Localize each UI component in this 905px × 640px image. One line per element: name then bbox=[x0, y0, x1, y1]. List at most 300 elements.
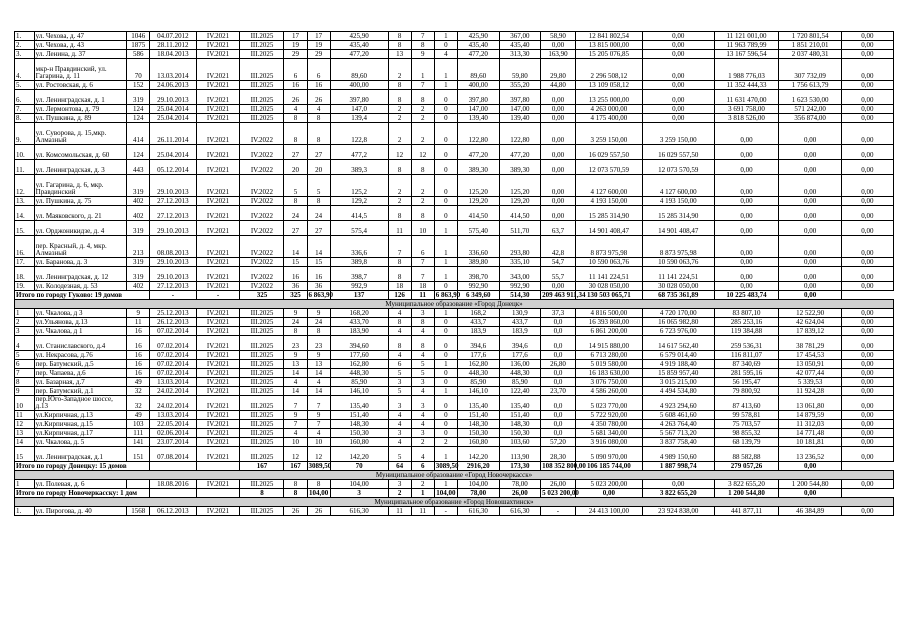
data-cell: 0,00 bbox=[841, 351, 893, 360]
data-cell: 4 350 780,00 bbox=[575, 420, 642, 429]
data-cell: IV.2021 bbox=[196, 309, 240, 318]
data-cell: 27 bbox=[307, 145, 330, 160]
data-cell: 5 722 920,00 bbox=[575, 411, 642, 420]
data-cell: 24.02.2014 bbox=[150, 387, 196, 396]
data-cell: 319 bbox=[127, 90, 150, 105]
table-row bbox=[15, 507, 894, 516]
row-number: 1. bbox=[15, 507, 35, 516]
address-cell: ул. Чкалова, д 1 bbox=[34, 327, 127, 336]
data-cell: 0,00 bbox=[841, 429, 893, 438]
data-cell: 4 586 260,00 bbox=[575, 387, 642, 396]
table-row bbox=[15, 197, 894, 206]
data-cell: 3 916 080,00 bbox=[575, 438, 642, 447]
data-cell: 398,7 bbox=[330, 267, 388, 282]
data-cell: 8 873 975,98 bbox=[642, 236, 714, 258]
address-cell: ул. Ленина, д. 37 bbox=[34, 50, 127, 59]
table-row bbox=[15, 447, 894, 462]
data-cell: 435,40 bbox=[499, 41, 541, 50]
data-cell: 18.04.2013 bbox=[150, 50, 196, 59]
data-cell: 4 bbox=[411, 327, 434, 336]
address-cell: пер. Батумский, д.5 bbox=[34, 360, 127, 369]
data-cell: 4 193 150,00 bbox=[642, 197, 714, 206]
municipality-title: Муниципальное образование «Город Новочеркасск» bbox=[15, 471, 894, 480]
data-cell: 79 800,92 bbox=[714, 387, 779, 396]
total-cell: - bbox=[196, 291, 240, 300]
total-cell: 1 bbox=[411, 489, 434, 498]
data-cell: IV.2021 bbox=[196, 197, 240, 206]
data-cell: 319 bbox=[127, 258, 150, 267]
address-cell: ул. Базарная, д.7 bbox=[34, 378, 127, 387]
data-cell: 148,30 bbox=[499, 420, 541, 429]
total-cell: 1 887 998,74 bbox=[642, 462, 714, 471]
data-cell: III.2025 bbox=[240, 50, 284, 59]
data-cell: 1 bbox=[411, 59, 434, 81]
total-cell: 0,00 bbox=[575, 489, 642, 498]
data-cell: IV.2021 bbox=[196, 387, 240, 396]
data-cell: 4 816 500,00 bbox=[575, 309, 642, 318]
data-cell: 6 bbox=[411, 236, 434, 258]
data-cell: 0 bbox=[434, 411, 457, 420]
data-cell: III.2025 bbox=[240, 429, 284, 438]
data-cell: 616,30 bbox=[499, 507, 541, 516]
data-cell: 148,30 bbox=[330, 420, 388, 429]
data-cell: 0,00 bbox=[642, 114, 714, 123]
total-cell bbox=[196, 489, 240, 498]
table-row bbox=[15, 160, 894, 175]
data-cell: 2 bbox=[388, 197, 411, 206]
address-cell: ул. Станиславского, д.4 bbox=[34, 336, 127, 351]
data-cell: 8 bbox=[284, 480, 307, 489]
data-cell: 1 756 613,79 bbox=[779, 81, 841, 90]
data-cell: 0,00 bbox=[841, 114, 893, 123]
data-cell: 08.08.2013 bbox=[150, 236, 196, 258]
data-cell: IV.2022 bbox=[240, 221, 284, 236]
data-cell: 0 bbox=[434, 90, 457, 105]
data-cell: 3 bbox=[388, 429, 411, 438]
data-cell: 0 bbox=[434, 327, 457, 336]
data-cell: 68 139,79 bbox=[714, 438, 779, 447]
data-cell: 12 073 570,59 bbox=[575, 160, 642, 175]
data-cell: 1 bbox=[434, 447, 457, 462]
data-cell: IV.2022 bbox=[240, 267, 284, 282]
data-cell: 11 bbox=[411, 507, 434, 516]
row-number: 9. bbox=[15, 123, 35, 145]
data-cell: IV.2021 bbox=[196, 507, 240, 516]
data-cell: 0,00 bbox=[841, 336, 893, 351]
data-cell: 8 bbox=[388, 41, 411, 50]
data-cell: 07.02.2014 bbox=[150, 369, 196, 378]
data-cell: 8 bbox=[411, 160, 434, 175]
data-cell: 0,00 bbox=[841, 318, 893, 327]
data-cell: 5 bbox=[411, 369, 434, 378]
data-cell: 22.05.2014 bbox=[150, 420, 196, 429]
data-cell: III.2025 bbox=[240, 411, 284, 420]
data-cell: 14 bbox=[284, 387, 307, 396]
data-cell: 1046 bbox=[127, 32, 150, 41]
total-cell: 78,00 bbox=[457, 489, 499, 498]
data-cell: 0,0 bbox=[541, 327, 576, 336]
data-cell: 4 175 400,00 bbox=[575, 114, 642, 123]
data-cell: 146,10 bbox=[330, 387, 388, 396]
data-cell: 0,00 bbox=[841, 327, 893, 336]
data-cell: 16 bbox=[284, 81, 307, 90]
total-cell: 6 863,90 bbox=[435, 291, 461, 299]
total-cell: 64 bbox=[388, 462, 411, 471]
data-cell: 8 bbox=[284, 123, 307, 145]
data-cell: 0,00 bbox=[841, 145, 893, 160]
data-cell: 414,50 bbox=[457, 206, 499, 221]
data-cell: 0,00 bbox=[841, 160, 893, 175]
data-cell: 0,0 bbox=[541, 396, 576, 411]
data-cell: 389,3 bbox=[330, 160, 388, 175]
data-cell: 13 167 596,54 bbox=[714, 50, 779, 59]
data-cell: 394,60 bbox=[330, 336, 388, 351]
total-cell: 106 185 744,00 bbox=[575, 462, 642, 471]
data-cell: 14 901 408,47 bbox=[642, 221, 714, 236]
data-cell: 319 bbox=[127, 221, 150, 236]
data-cell: 2 bbox=[411, 438, 434, 447]
data-cell: 168,20 bbox=[330, 309, 388, 318]
total-cell: 6 349,60 bbox=[457, 291, 499, 300]
data-cell: III.2025 bbox=[240, 447, 284, 462]
address-cell: пер. Чапаева, д.6 bbox=[34, 369, 127, 378]
data-cell: IV.2021 bbox=[196, 123, 240, 145]
row-number: 7 bbox=[15, 369, 35, 378]
data-cell: 20 bbox=[307, 160, 330, 175]
data-cell: 0,00 bbox=[714, 160, 779, 175]
data-cell: III.2025 bbox=[240, 360, 284, 369]
table-row bbox=[15, 267, 894, 282]
data-cell: IV.2021 bbox=[196, 221, 240, 236]
data-cell: 336,6 bbox=[330, 236, 388, 258]
data-cell: III.2025 bbox=[240, 81, 284, 90]
data-cell: 10 bbox=[284, 438, 307, 447]
data-cell: 27 bbox=[284, 221, 307, 236]
resettlement-table bbox=[14, 31, 894, 516]
data-cell: 122,40 bbox=[499, 387, 541, 396]
data-cell: 139,40 bbox=[457, 114, 499, 123]
data-cell: 0,00 bbox=[841, 267, 893, 282]
data-cell: III.2025 bbox=[240, 59, 284, 81]
data-cell: 26 bbox=[284, 90, 307, 105]
data-cell: 1 623 530,00 bbox=[779, 90, 841, 105]
data-cell: IV.2021 bbox=[196, 206, 240, 221]
data-cell: 414,5 bbox=[330, 206, 388, 221]
address-cell: ул. Ленинградская, д. 3 bbox=[34, 160, 127, 175]
data-cell: III.2025 bbox=[240, 396, 284, 411]
data-cell: 139,40 bbox=[499, 114, 541, 123]
data-cell: IV.2021 bbox=[196, 114, 240, 123]
row-number: 1 bbox=[15, 480, 35, 489]
data-cell: 4 bbox=[307, 105, 330, 114]
address-cell: ул. Некрасова, д.76 bbox=[34, 351, 127, 360]
data-cell: IV.2021 bbox=[196, 41, 240, 50]
address-cell: пер. Красный, д. 4, мкр. Алмазный bbox=[34, 236, 127, 258]
data-cell: 0,0 bbox=[541, 318, 576, 327]
data-cell: 38 781,29 bbox=[779, 336, 841, 351]
data-cell: IV.2021 bbox=[196, 327, 240, 336]
data-cell: 8 bbox=[307, 480, 330, 489]
data-cell: 8 bbox=[388, 160, 411, 175]
data-cell: 448,30 bbox=[330, 369, 388, 378]
data-cell: - bbox=[541, 507, 576, 516]
data-cell: 13.03.2014 bbox=[150, 59, 196, 81]
data-cell: 0,00 bbox=[541, 282, 576, 291]
table-row bbox=[15, 258, 894, 267]
row-number: 11 bbox=[15, 411, 35, 420]
data-cell: 163,90 bbox=[541, 50, 576, 59]
data-cell: 397,80 bbox=[499, 90, 541, 105]
data-cell: 0,00 bbox=[541, 206, 576, 221]
table-row bbox=[15, 360, 894, 369]
data-cell: 3 bbox=[388, 378, 411, 387]
total-cell: 104,00 bbox=[436, 489, 456, 497]
total-cell: 68 735 361,89 bbox=[642, 291, 714, 300]
data-cell: 11 312,03 bbox=[779, 420, 841, 429]
data-cell: 10 181,81 bbox=[779, 438, 841, 447]
address-cell: мкр-н Правдинский, ул. Гагарина, д. 11 bbox=[34, 59, 127, 81]
data-cell: 1 720 801,54 bbox=[779, 32, 841, 41]
data-cell: 142,20 bbox=[330, 447, 388, 462]
data-cell: 146,10 bbox=[457, 387, 499, 396]
data-cell: IV.2022 bbox=[240, 175, 284, 197]
data-cell: IV.2021 bbox=[196, 282, 240, 291]
data-cell: 0 bbox=[434, 206, 457, 221]
data-cell: IV.2022 bbox=[240, 206, 284, 221]
data-cell: 0,00 bbox=[714, 267, 779, 282]
data-cell: 1 bbox=[434, 81, 457, 90]
data-cell: 24 413 100,00 bbox=[575, 507, 642, 516]
total-cell: 3089,50 bbox=[435, 462, 459, 470]
data-cell: 16 065 982,80 bbox=[642, 318, 714, 327]
data-cell: 0,00 bbox=[841, 123, 893, 145]
table-row bbox=[15, 429, 894, 438]
data-cell: 3 822 655,20 bbox=[714, 480, 779, 489]
data-cell: 177,6 bbox=[457, 351, 499, 360]
data-cell: 5 608 461,60 bbox=[642, 411, 714, 420]
data-cell: 125,20 bbox=[457, 175, 499, 197]
data-cell: IV.2021 bbox=[196, 59, 240, 81]
data-cell: 177,60 bbox=[330, 351, 388, 360]
data-cell: IV.2022 bbox=[240, 258, 284, 267]
data-cell: 27 bbox=[307, 221, 330, 236]
data-cell: 2 bbox=[388, 59, 411, 81]
municipality-header bbox=[15, 471, 894, 480]
data-cell: IV.2021 bbox=[196, 447, 240, 462]
data-cell: 0,00 bbox=[841, 206, 893, 221]
data-cell: 11 924,28 bbox=[779, 387, 841, 396]
data-cell: 0,00 bbox=[642, 32, 714, 41]
table-row bbox=[15, 282, 894, 291]
data-cell: 0,00 bbox=[841, 221, 893, 236]
data-cell: 477,20 bbox=[457, 50, 499, 59]
data-cell: 8 bbox=[411, 318, 434, 327]
data-cell: 25.04.2014 bbox=[150, 145, 196, 160]
total-cell bbox=[150, 462, 196, 471]
data-cell: 6 579 014,40 bbox=[642, 351, 714, 360]
address-cell: пер. Батумский, д.1 bbox=[34, 387, 127, 396]
data-cell: 5 bbox=[307, 175, 330, 197]
data-cell: 42,8 bbox=[541, 236, 576, 258]
data-cell: 0,00 bbox=[841, 236, 893, 258]
data-cell: 356 874,00 bbox=[779, 114, 841, 123]
data-cell: 9 bbox=[284, 309, 307, 318]
address-cell: ул. Комсомольская, д. 60 bbox=[34, 145, 127, 160]
data-cell: 42 624,04 bbox=[779, 318, 841, 327]
data-cell: 135,40 bbox=[457, 396, 499, 411]
data-cell: 2 bbox=[411, 123, 434, 145]
data-cell: 0,00 bbox=[841, 411, 893, 420]
total-cell: 3 822 655,20 bbox=[642, 489, 714, 498]
data-cell: 26 bbox=[307, 507, 330, 516]
data-cell: IV.2021 bbox=[196, 32, 240, 41]
row-number: 5 bbox=[15, 351, 35, 360]
data-cell: 89,60 bbox=[457, 59, 499, 81]
data-cell: 397,80 bbox=[330, 90, 388, 105]
data-cell: 0,00 bbox=[541, 41, 576, 50]
data-cell: 29,80 bbox=[541, 59, 576, 81]
data-cell: 28.11.2012 bbox=[150, 41, 196, 50]
data-cell: 2 bbox=[411, 480, 434, 489]
address-cell: ул. Чкалова, д 3 bbox=[34, 309, 127, 318]
data-cell: 367,00 bbox=[499, 32, 541, 41]
address-cell: ул. Лермонтова, д. 79 bbox=[34, 105, 127, 114]
data-cell: 23,70 bbox=[541, 387, 576, 396]
data-cell: 63,7 bbox=[541, 221, 576, 236]
data-cell: 16 bbox=[127, 327, 150, 336]
data-cell: 0,00 bbox=[714, 258, 779, 267]
data-cell: 3 076 750,00 bbox=[575, 378, 642, 387]
data-cell: 16 bbox=[307, 81, 330, 90]
data-cell: 8 bbox=[388, 267, 411, 282]
table-row bbox=[15, 309, 894, 318]
municipality-title: Муниципальное образование «Город Новошахтинск» bbox=[15, 498, 894, 507]
data-cell: IV.2021 bbox=[196, 145, 240, 160]
total-cell bbox=[196, 462, 240, 471]
data-cell: 16 bbox=[127, 336, 150, 351]
data-cell: 3 bbox=[411, 429, 434, 438]
data-cell: 3 bbox=[411, 309, 434, 318]
data-cell: 57,20 bbox=[541, 438, 576, 447]
row-number: 8 bbox=[15, 378, 35, 387]
address-cell: ул.Кирпичная, д.13 bbox=[34, 411, 127, 420]
data-cell: III.2025 bbox=[240, 90, 284, 105]
address-cell: ул. Орджоникидзе, д. 4 bbox=[34, 221, 127, 236]
data-cell: 575,4 bbox=[330, 221, 388, 236]
data-cell: 10 590 063,76 bbox=[642, 258, 714, 267]
data-cell: IV.2021 bbox=[196, 480, 240, 489]
data-cell: 147,0 bbox=[330, 105, 388, 114]
data-cell: 0 bbox=[434, 123, 457, 145]
data-cell: IV.2021 bbox=[196, 360, 240, 369]
data-cell: 8 bbox=[307, 123, 330, 145]
data-cell: 4 bbox=[284, 378, 307, 387]
total-cell: 325 bbox=[284, 291, 307, 300]
data-cell: 07.08.2014 bbox=[150, 447, 196, 462]
total-cell: 0,00 bbox=[779, 291, 841, 300]
data-cell: 9 bbox=[284, 411, 307, 420]
data-cell: IV.2021 bbox=[196, 438, 240, 447]
data-cell: 19 bbox=[284, 41, 307, 50]
data-cell: 0,00 bbox=[841, 175, 893, 197]
row-number: 13 bbox=[15, 429, 35, 438]
data-cell: 6 bbox=[307, 59, 330, 81]
data-cell: IV.2021 bbox=[196, 369, 240, 378]
total-cell: 1 200 544,80 bbox=[714, 489, 779, 498]
data-cell: 8 873 975,98 bbox=[575, 236, 642, 258]
table-row bbox=[15, 105, 894, 114]
address-cell: ул. Ростовская, д. 6 bbox=[34, 81, 127, 90]
data-cell: 0,00 bbox=[779, 267, 841, 282]
data-cell: 0,00 bbox=[841, 90, 893, 105]
data-cell: 0,00 bbox=[779, 145, 841, 160]
data-cell: 36 bbox=[307, 282, 330, 291]
data-cell: 148,30 bbox=[457, 420, 499, 429]
total-cell: 6 863,90 bbox=[308, 291, 334, 299]
data-cell: 1 bbox=[434, 387, 457, 396]
data-cell: 0 bbox=[434, 175, 457, 197]
municipality-header bbox=[15, 498, 894, 507]
total-cell: 173,30 bbox=[499, 462, 541, 471]
data-cell: 0 bbox=[434, 429, 457, 438]
data-cell: 147,00 bbox=[499, 105, 541, 114]
data-cell: 319 bbox=[127, 175, 150, 197]
data-cell: 27.12.2013 bbox=[150, 206, 196, 221]
data-cell: 477,20 bbox=[457, 145, 499, 160]
data-cell: 104,00 bbox=[457, 480, 499, 489]
data-cell: 389,30 bbox=[457, 160, 499, 175]
data-cell: 0,00 bbox=[541, 160, 576, 175]
data-cell: 389,80 bbox=[457, 258, 499, 267]
data-cell: 4 989 150,60 bbox=[642, 447, 714, 462]
data-cell: 0 bbox=[434, 160, 457, 175]
row-number: 6 bbox=[15, 360, 35, 369]
data-cell: 168,2 bbox=[457, 309, 499, 318]
data-cell: 5 019 580,00 bbox=[575, 360, 642, 369]
data-cell: 0,00 bbox=[841, 197, 893, 206]
row-number: 1. bbox=[15, 32, 35, 41]
data-cell: 3 bbox=[388, 480, 411, 489]
address-cell: ул. Пирогова, д. 40 bbox=[34, 507, 127, 516]
data-cell: 85,90 bbox=[330, 378, 388, 387]
total-label: Итого по городу Гуково: 19 домов bbox=[15, 291, 150, 300]
data-cell: 4 bbox=[411, 387, 434, 396]
data-cell: 335,10 bbox=[499, 258, 541, 267]
data-cell: III.2025 bbox=[240, 387, 284, 396]
data-cell: 0,00 bbox=[642, 480, 714, 489]
data-cell: 8 bbox=[388, 90, 411, 105]
data-cell: 15 205 076,85 bbox=[575, 50, 642, 59]
data-cell: 425,90 bbox=[457, 32, 499, 41]
total-cell: 0,00 bbox=[779, 462, 841, 471]
data-cell: 14 bbox=[284, 369, 307, 378]
data-cell: 0 bbox=[434, 420, 457, 429]
data-cell: 4 bbox=[411, 351, 434, 360]
data-cell: 18 bbox=[388, 282, 411, 291]
data-cell: 12 bbox=[284, 447, 307, 462]
data-cell: 477,20 bbox=[499, 145, 541, 160]
data-cell: 4 bbox=[388, 351, 411, 360]
data-cell: 103 bbox=[127, 420, 150, 429]
data-cell: 103,60 bbox=[499, 438, 541, 447]
data-cell: 26.11.2014 bbox=[150, 123, 196, 145]
data-cell: 02.06.2014 bbox=[150, 429, 196, 438]
table-row bbox=[15, 221, 894, 236]
data-cell: 87 413,60 bbox=[714, 396, 779, 411]
data-cell bbox=[127, 480, 150, 489]
data-cell: 24.06.2013 bbox=[150, 81, 196, 90]
row-number: 2 bbox=[15, 318, 35, 327]
